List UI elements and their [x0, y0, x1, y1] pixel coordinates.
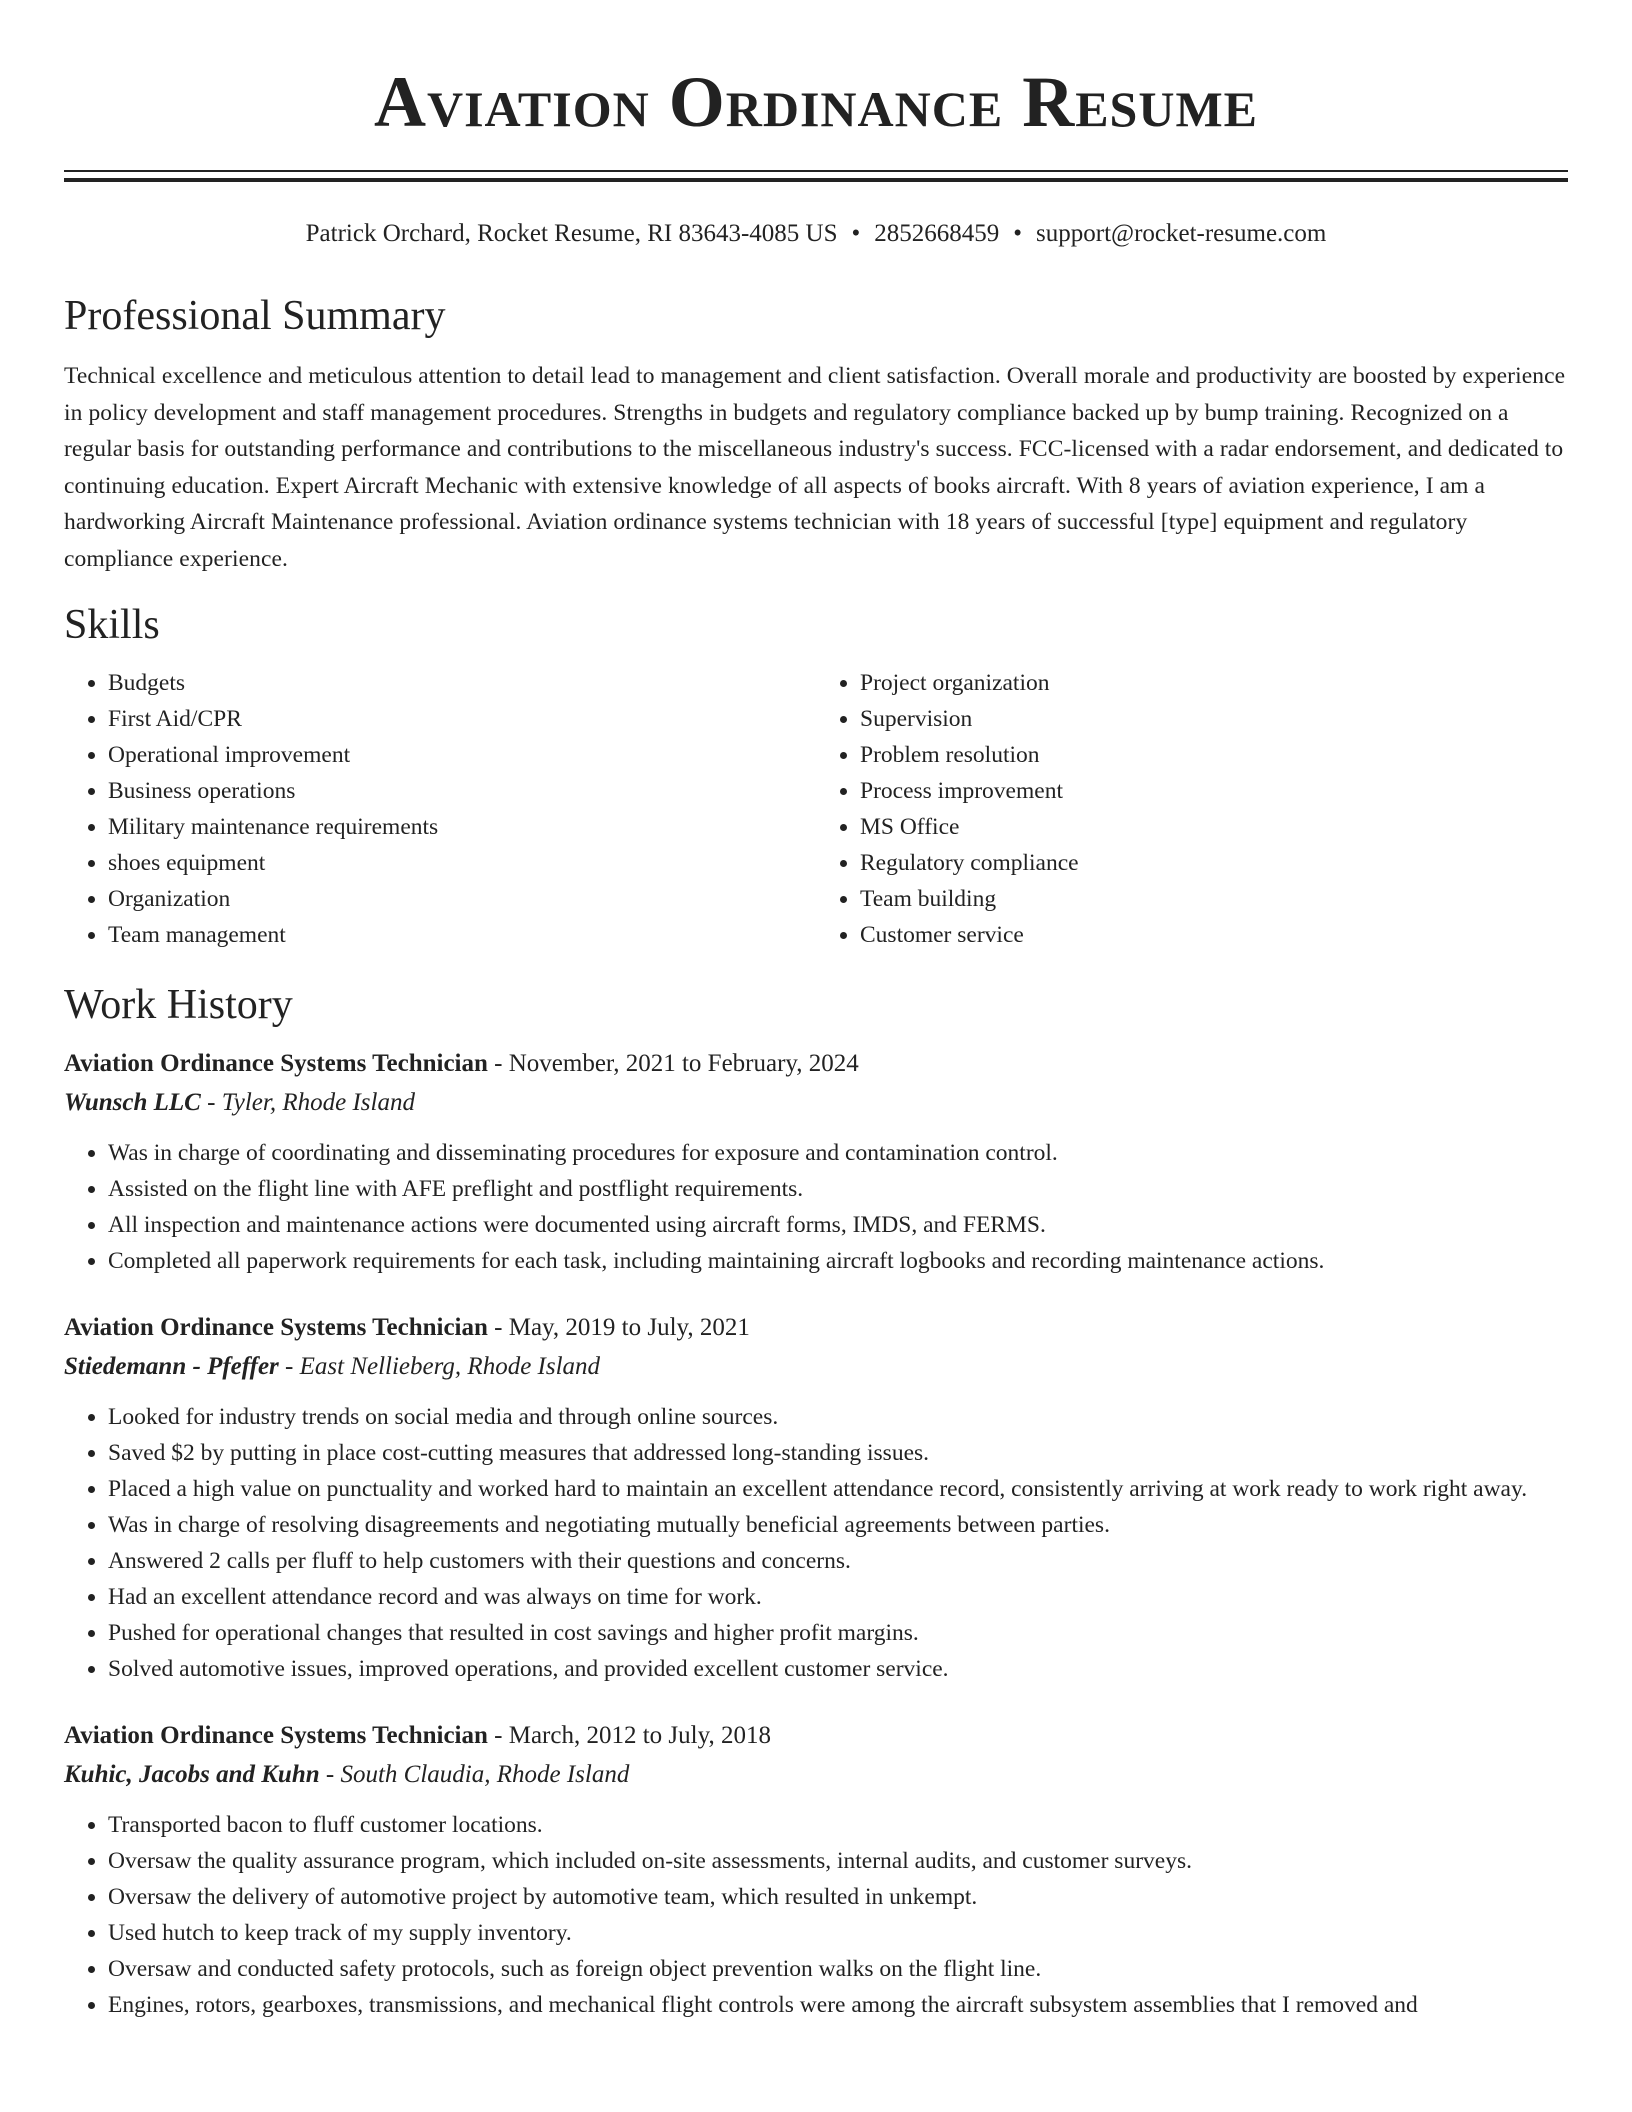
skill-item: • Team building	[860, 881, 1568, 917]
skill-item: • Project organization	[860, 665, 1568, 701]
job-bullet: • All inspection and maintenance actions were documented using aircraft forms, IMDS, and FERMS.	[108, 1207, 1568, 1243]
company-name: Stiedemann - Pfeffer	[64, 1353, 279, 1380]
job-bullet: • Placed a high value on punctuality and worked hard to maintain an excellent attendance record, consistently arriving at work ready to work right away.	[108, 1471, 1568, 1507]
company-line: Kuhic, Jacobs and Kuhn - South Claudia, Rhode Island	[64, 1761, 630, 1788]
job-bullets	[64, 1807, 1568, 2023]
job-bullet: • Oversaw the delivery of automotive project by automotive team, which resulted in unkempt.	[108, 1879, 1568, 1915]
job-bullet: • Had an excellent attendance record and was always on time for work.	[108, 1579, 1568, 1615]
job-title: Aviation Ordinance Systems Technician	[64, 1050, 488, 1077]
job-bullet: • Oversaw and conducted safety protocols, such as foreign object prevention walks on the flight line.	[108, 1951, 1568, 1987]
skill-item: • Process improvement	[860, 773, 1568, 809]
job-bullet: • Pushed for operational changes that resulted in cost savings and higher profit margins.	[108, 1615, 1568, 1651]
job-entry	[64, 1309, 1568, 1687]
job-bullets	[64, 1135, 1568, 1279]
summary-text: Technical excellence and meticulous attention to detail lead to management and client satisfaction. Overall morale and productivity are boosted by experience in policy development and staff management procedures. Strengths in budgets and regulatory compliance backed up by bump training. Recognized on a regular basis for outstanding performance and contributions to the miscellaneous industry's success. FCC-licensed with a radar endorsement, and dedicated to continuing education. Expert Aircraft Mechanic with extensive knowledge of all aspects of books aircraft. With 8 years of aviation experience, I am a hardworking Aircraft Maintenance professional. Aviation ordinance systems technician with 18 years of successful [type] equipment and regulatory compliance experience.	[64, 363, 1566, 572]
work-history-heading: Work History	[64, 982, 293, 1028]
job-bullets	[64, 1399, 1568, 1687]
job-bullet: • Looked for industry trends on social media and through online sources.	[108, 1399, 1568, 1435]
skill-item: • Organization	[108, 881, 816, 917]
skills-heading: Skills	[64, 602, 160, 648]
contact-phone: 2852668459	[874, 220, 1000, 247]
job-title-line: Aviation Ordinance Systems Technician - November, 2021 to February, 2024	[64, 1050, 859, 1077]
company-name: Kuhic, Jacobs and Kuhn	[64, 1761, 320, 1788]
skill-item: • Budgets	[108, 665, 816, 701]
job-bullet: • Engines, rotors, gearboxes, transmissions, and mechanical flight controls were among the aircraft subsystem assemblies that I removed and	[108, 1987, 1568, 2023]
job-dates: May, 2019 to July, 2021	[508, 1314, 750, 1341]
job-title-line: Aviation Ordinance Systems Technician - May, 2019 to July, 2021	[64, 1314, 750, 1341]
job-bullet: • Answered 2 calls per fluff to help customers with their questions and concerns.	[108, 1543, 1568, 1579]
resume-title: Aviation Ordinance Resume	[373, 62, 1259, 142]
skills-column-right	[816, 665, 1568, 953]
job-bullet: • Used hutch to keep track of my supply inventory.	[108, 1915, 1568, 1951]
job-title: Aviation Ordinance Systems Technician	[64, 1722, 488, 1749]
job-entry	[64, 1717, 1568, 2023]
company-line: Wunsch LLC - Tyler, Rhode Island	[64, 1089, 415, 1116]
company-name: Wunsch LLC	[64, 1089, 201, 1116]
company-location: Tyler, Rhode Island	[221, 1089, 415, 1116]
skill-item: • Team management	[108, 917, 816, 953]
job-dates: November, 2021 to February, 2024	[508, 1050, 859, 1077]
title-divider	[64, 170, 1568, 182]
job-title: Aviation Ordinance Systems Technician	[64, 1314, 488, 1341]
job-bullet: • Completed all paperwork requirements for each task, including maintaining aircraft logbooks and recording maintenance actions.	[108, 1243, 1568, 1279]
company-line: Stiedemann - Pfeffer - East Nellieberg, Rhode Island	[64, 1353, 601, 1380]
skill-item: • First Aid/CPR	[108, 701, 816, 737]
skill-item: • Supervision	[860, 701, 1568, 737]
skills-list	[64, 665, 1568, 953]
skill-item: • Business operations	[108, 773, 816, 809]
job-bullet: • Solved automotive issues, improved operations, and provided excellent customer service.	[108, 1651, 1568, 1687]
skill-item: • Operational improvement	[108, 737, 816, 773]
job-entry	[64, 1045, 1568, 1279]
job-bullet: • Transported bacon to fluff customer locations.	[108, 1807, 1568, 1843]
contact-address: Patrick Orchard, Rocket Resume, RI 83643-4085 US	[305, 220, 838, 247]
job-dates: March, 2012 to July, 2018	[508, 1722, 771, 1749]
job-bullet: • Was in charge of resolving disagreements and negotiating mutually beneficial agreements between parties.	[108, 1507, 1568, 1543]
job-bullet: • Oversaw the quality assurance program, which included on-site assessments, internal audits, and customer surveys.	[108, 1843, 1568, 1879]
skill-item: • Customer service	[860, 917, 1568, 953]
contact-separator: •	[851, 220, 861, 247]
company-location: South Claudia, Rhode Island	[340, 1761, 630, 1788]
skill-item: • Military maintenance requirements	[108, 809, 816, 845]
job-title-line: Aviation Ordinance Systems Technician - March, 2012 to July, 2018	[64, 1722, 771, 1749]
company-location: East Nellieberg, Rhode Island	[299, 1353, 601, 1380]
skills-column-left	[64, 665, 816, 953]
skill-item: • Regulatory compliance	[860, 845, 1568, 881]
job-bullet: • Was in charge of coordinating and disseminating procedures for exposure and contamination control.	[108, 1135, 1568, 1171]
contact-line	[64, 218, 1568, 250]
skill-item: • shoes equipment	[108, 845, 816, 881]
skill-item: • Problem resolution	[860, 737, 1568, 773]
contact-email: support@rocket-resume.com	[1036, 220, 1327, 247]
job-bullet: • Saved $2 by putting in place cost-cutting measures that addressed long-standing issues.	[108, 1435, 1568, 1471]
contact-separator: •	[1013, 220, 1023, 247]
job-bullet: • Assisted on the flight line with AFE preflight and postflight requirements.	[108, 1171, 1568, 1207]
skill-item: • MS Office	[860, 809, 1568, 845]
summary-heading: Professional Summary	[64, 293, 446, 339]
